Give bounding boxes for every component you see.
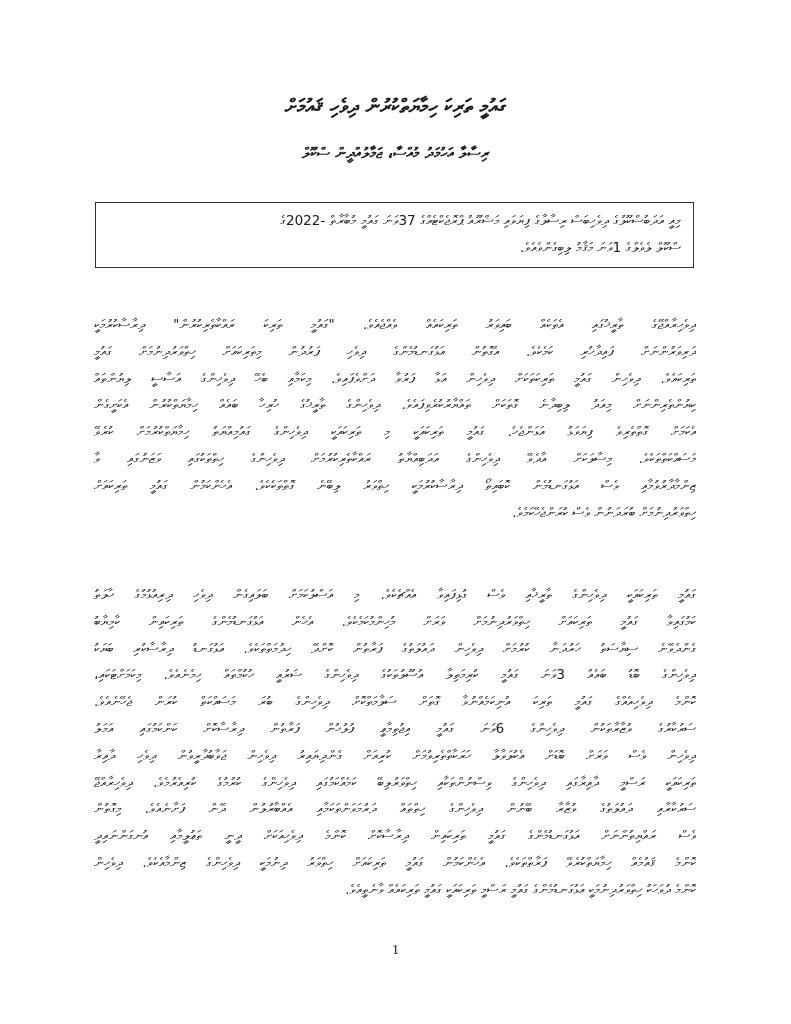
- body-paragraph-1: [94, 312, 696, 526]
- paragraph-line: ދަރިވަރުންނަށް ފައިދާހުރި ކަމެކެވެ. އެގޮތުން އަޅުގަނޑުމެންގެ ދިވެހި ފަރުދުން މިތަރިކައަށް ހިތްވަރުދިނުމަށް ގައުމީ: [94, 343, 696, 360]
- paragraph-line: ތަރިކައަކީ ރަސްމީ ދާއިރާގައި ދިވެހިންގެ ވިސްނުންތަކާއި ހިތްވަރުލިބޭ ކަމެއްކަމުގައި ދިވެހިންގެ ކުރުމުގެ ކުރިއެރުމެވެ. ދިވެހިރާއްޖޭ: [94, 774, 696, 791]
- paragraph-line: ކިޔުންތެރިންނަށް މިއަދު ލިބިދާނެ ގޮތަކަށް ތައްޔާރުކުރެވިފައެވެ. ދިވެހިންގެ ތާރީޚުގެ ހުރިހާ ބައެއް ހިމާޔަތްކުރުން އެކަށީގެން: [94, 397, 696, 414]
- paragraph-line: ދިވެހިން ވެސް ވަރަށް ބޮޑަށް އެކުލަވާލާ ހަރަކާތްތެރިވުމަށް ކުރިއަށް ގެންދިޔައިރު ދިވެހިން ޖަވާބުދާރީވުން ދިވެހި ދާއިރާ: [94, 747, 696, 764]
- paragraph-line: ގައުމީ ތަރިކައަކީ ދިވެހިންގެ ތާރީޚާއި ވެސް ގުޅިފައިވާ އެއްޗެކެވެ. މި އަސްލުކަމަށް ބަލައިގެން ދިވެހި ދިރިއުޅުމުގެ ހާލަތު: [94, 587, 696, 603]
- abstract-line: މިއީ އަދަބުސްކޫލުގެ ދިވެހިބަސް ރިސާލާގެ ފިޔަވައި މަޝްރޫއު ޕްރޮޖެކްޓެއްގެ 37ވަނަ ގައުމީ މުބާރާތް -2022ގެ: [279, 213, 681, 229]
- abstract-line: ސްކޫލް ލެވެލްގެ 1ވަނަ މަޤާމު ލިބިގެންވެއެވެ.: [519, 240, 681, 256]
- paragraph-line: ކަމުގައިވާ ގައުމީ ތަރިކައަށް ހިތްވަރުދިނުމަށް ވަރަށް މުހިންމުކަމެކެވެ. އެހެން އަޅުގަނޑުމެންގެ ތަރިކައިން ކާމިޔާބު: [94, 613, 696, 630]
- paragraph-line: ކޮންމެ ދިވެހިއެއްގެ ގައުމީ ތަރިކަ އުނިކަމެއްނުވާ ގޮތަށް ސަލާމަތްކޮށް ދިވެހިންގެ ބުރަ މަސައްކަތް ކުރަން ޖެހޭނެއެވެ.: [94, 694, 696, 711]
- paragraph-line: ތަރިކައެވެ. ދިވެހިން ގައުމީ ތަރިކަތަކަށް ދިވެހިން އަޅާ ފަރުވާ ދަށްވެފައިވެ. މިކަމާއި ބެހޭ ދިވެހިންގެ އަސާސީ ލިޔުންތައް: [94, 370, 696, 387]
- page-number: 1: [392, 943, 399, 958]
- abstract-box: [95, 202, 694, 268]
- paragraph-line: މަސައްކަތްތަކެވެ. މިސާލަކަށް އާދެވޭ ދިވެހިންގެ އަދަބިއްޔާތު ރައްކާތެރިކުރުމަށް ދިވެހިންގެ ހިތްތަކުގައި ވަޒަނުގައި ވާ: [94, 450, 696, 467]
- paragraph-line: ދިވެހިންގެ ބޮޑު ބައެއް 3ވަނަ ގައުމީ ކުރިމަތިލާ އުސޫލުތަކުގެ ދިވެހިންގެ ޝަރުއީ ހުކުމްތައް ހިމެނެއެވެ. މިކަމަށްޓަކައި،: [94, 667, 696, 684]
- paragraph-line: ކޮންމެ ޤައުމެއް ހިމާޔަތްކުރެވޭ ފަރާތްތަކެވެ. އެހެންކަމުން ގައުމީ ތަރިކައަށް ހިތްވަރު ދިނުމަކީ ދިވެހިންގެ ޒިންމާއެކެވެ. ދިވެހިން: [94, 854, 696, 871]
- paragraph-line: ސަރުކާރުގެ ވުޒާރާތަކުން ދިވެހިންގެ 6ވަނަ ގައުމީ އިޖުތިމާޢީ ފުލުހުން ފަރާތުން ދިރާސާކޮށް ކަންކަމުގައި އަމަލު: [94, 720, 696, 737]
- paragraph-line: އެކަމަށް ގޮތްތެރިވެ ފިޔަވަޅު އަޅަންޖެހެ. ގައުމީ ތަރިކައަކީ މި ތަރިކައަކީ ދިވެހިންގެ ގައުމިއްޔަތު ހިމާޔަތްކުރުމަށް ކުރެވޭ: [94, 424, 696, 441]
- paragraph-line: ޒިންމާދާރުވުމާއި ވެސް އަޅުގަނޑުމެން ކޮބައިތޯ ދިރާސާކުރުމަކީ ހިތްވަރު ލިބޭނެ ގޮތްތަކެކެވެ. އެހެންކަމުން ގައުމީ ތަރިކައަށް: [94, 477, 696, 494]
- paragraph-line: ހިތްވަރުދިނުމަށް ބުރަދަނުން ވެސް ކުރަންޖެހޭކަމެވެ.: [512, 504, 696, 521]
- paragraph-line: ގެންދެވޭނެ ސިޔާސަތު ހަރުދަނާ ކުރުމަށް ދިވެހިން ދައުލަތުގެ ފަރާތުން ކޮށްދޭ ހިދުމަތްތަކެވެ. އަޅުގަނޑު ދިރާސާކުރި ބަޔަކު: [94, 640, 696, 657]
- paragraph-line: ވެސް ރައްޔިތުންނަށް އަޅުގަނޑުމެންގެ ގައުމީ ތަރިކައިން ދިރާސާކޮށް ކޮންމެ ދިވެހިއަކަށް ދީނީ ތަޢުލީމާއި އުނގަންނައިދީ: [94, 828, 696, 845]
- document-title: ގައުމީ ތަރިކަ ހިމާޔަތްކުރުން ދިވެހި ޤައުމަށް: [284, 94, 507, 118]
- paragraph-line: ދިވެހިރާއްޖޭގެ ތާރީޚުގައި އެތަކެއް ބައިވަރު ތަރިކައެއް ވެއްޖެއެވެ. "ގައުމީ ތަރިކަ ރައްކާތެރިކުރުން" ދިރާސާކުރުމަކީ: [94, 317, 696, 333]
- body-paragraph-2: [94, 582, 696, 904]
- paragraph-line: ސަރުކާރާއި ދައުލަތުގެ ވުޒާރާ ބޭނުން ދިވެހިންގެ ހިތްތައް ދަރުމަވަންތަކަމާއި އެއްބާރުލުން ދޭން ފަށާނެއެވެ. މިގޮތުން: [94, 801, 696, 818]
- paragraph-line: ކޮންމެ ދުވަހަކު ހިތްވަރުދިނުމަކީ އަޅުގަނޑުމެންގެ ގައުމީ ރަސްމީ ތަރިކައަކީ ގައުމީ ތަރިކައެއް ވާނެތީއެވެ.: [345, 881, 696, 898]
- author-byline: ރިސާލާ އަހުމަދު މުއްސާ، ޖަމާލުއްދީން ސްކޫލް: [301, 144, 490, 162]
